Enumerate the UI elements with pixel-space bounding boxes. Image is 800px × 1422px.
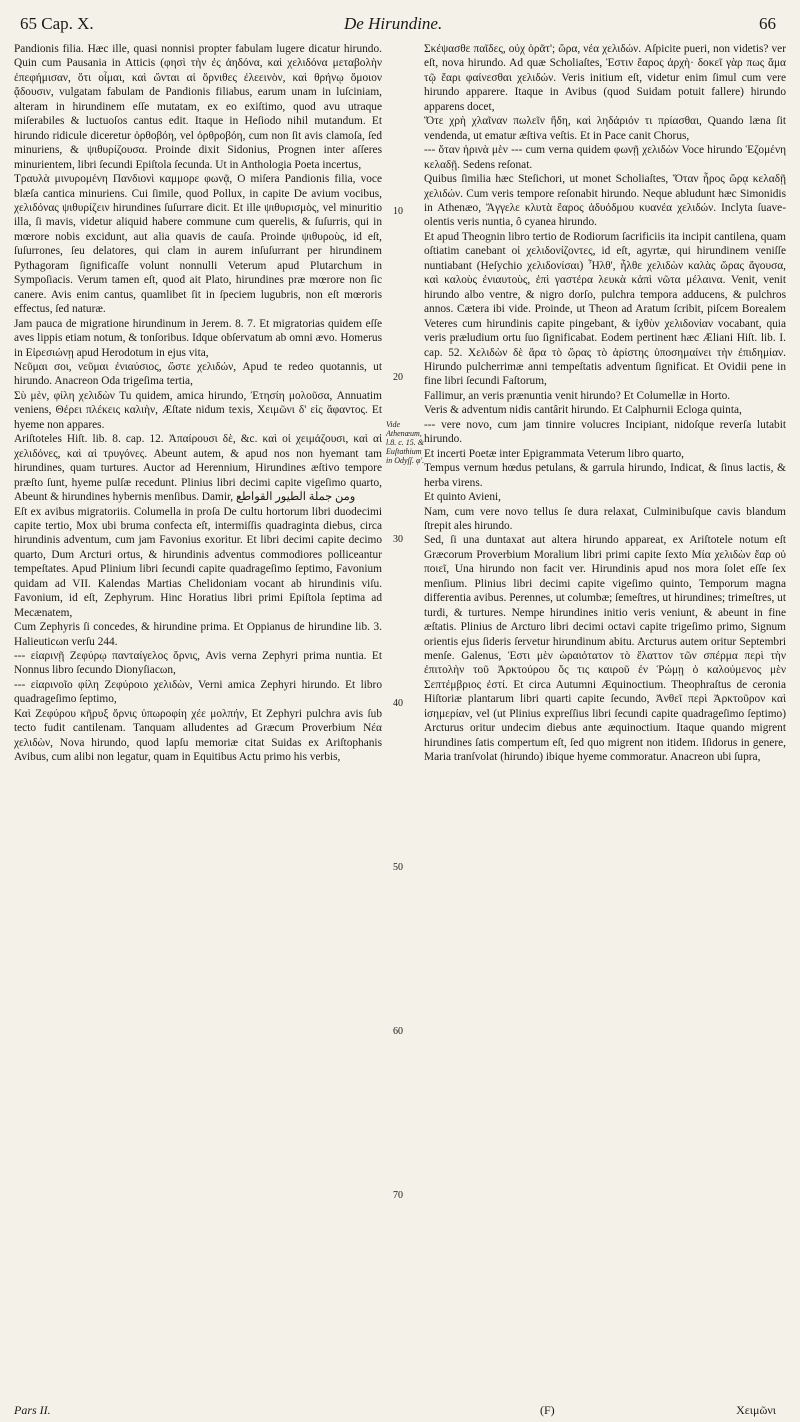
right-paragraph-9: Et incerti Poetæ inter Epigrammata Veterum libro quarto, (424, 447, 684, 460)
right-paragraph-1: Σκέψασθε παῖδες, οὐχ ὁρᾶτ'; ὥρα, νέα χελιδών. Aſpicite pueri, non videtis? ver eſt, nova hirundo. Ad quæ Scholiaſtes, Ἐστιν ἔαρος ἀρχὴ· δοκεῖ γὰρ πως ἅμα τῷ ἔαρι φαίνεσθαι χελιδών. Veris initium eſt, videtur enim ſimul cum vere hirundo apparere. Itaque in Avibus (quod Suidam potuit fallere) hirundo apparens docet, (424, 43, 786, 113)
right-paragraph-7: Veris & adventum nidis cantârit hirundo. Et Calphurnii Ecloga quinta, (424, 404, 742, 417)
signature-mark: Pars II. (14, 1403, 51, 1417)
left-paragraph-2: Τραυλὰ μινυρομένη Πανδιονὶ καμμορε φωνᾷ, O miſera Pandionis filia, voce blæſa cantica minuriens. Cui ſimile, quod Pollux, in capite De avium vocibus, χελιδόνας ψιθυρίζειν hirundines ſuſurrare dicit. Et ille ψιθυρισμὸς, vel minuritio illa, ſi mavis, videtur aliquid habere commune cum querelis, & ſuſurris, qui in mœrore nobis excidunt, aut alia quavis de cauſa. Proinde ψιθυροὺς, id eſt, ſuſurrones, ſeu delatores, qui clam in aurem inſuſurrant per hirundinem Pythagoram ſignificaſſe volunt nonnulli Veterum apud Plutarchum in Sympoſiacis. Verum tamen eſt, quod ait Plato, hirundines præ mœrore non ſic canere. Avis enim cantus, quamlibet ſit in ſpeciem lugubris, non eſt mœroris effectus, ſed naturæ. (14, 173, 382, 316)
gathering-mark: (F) (540, 1403, 555, 1417)
right-column (424, 42, 786, 1412)
header-folio: 66 (759, 14, 776, 33)
left-paragraph-5: Σὺ μὲν, φίλη χελιδὼν Tu quidem, amica hirundo, Ἐτησίη μολοῦσα, Annuatim veniens, Θέρει πλέκεις καλιὴν, Æſtate nidum texis, Χειμῶνι δ' εἰς ἄφαντος. Et hyeme non appares. (14, 389, 382, 431)
catchword: Χειμῶνι (736, 1403, 776, 1417)
line-number: 60 (393, 1026, 403, 1037)
right-paragraph-6: Fallimur, an veris prænuntia venit hirundo? Et Columellæ in Horto. (424, 389, 731, 402)
line-number: 30 (393, 534, 403, 545)
left-paragraph-6: Ariſtoteles Hiſt. lib. 8. cap. 12. Ἀπαίρουσι δὲ, &c. καὶ οἱ χειμάζουσι, καὶ αἱ χελιδόνες, καὶ αἱ τρυγόνες. Abeunt autem, & apud nos non hyemant tam hirundines, quam turtures. Auctor ad Herennium, Hirundines æſtivo tempore præſto ſunt, hyeme pulſæ recedunt. Plinius libri decimi capite vigeſimo quarto, Abeunt & hirundines hybernis menſibus. Damir, ومن جملة الطيور القواطع (14, 433, 382, 504)
right-paragraph-13: Sed, ſi una duntaxat aut altera hirundo appareat, ex Ariſtotele notum eſt Græcorum Proverbium Moralium libri primi capite ſexto Μία χελιδὼν ἔαρ οὐ ποιεῖ, Una hirundo non facit ver. Hirundinis apud nos mora ſolet eſſe ſex menſium. Plinius libri decimi capite vigeſimo quinto, Temporum magna differentia avibus. Perennes, ut columbæ; ſemeſtres, ut hirundines; trimeſtres, ut turdi, & turtures. Nempe hirundines initio veris veniunt, & abeunt in fine æſtatis. Plinius de Arcturo libri decimi octavi capite trigeſimo primo, Signum orientis ejus ſideris ſervetur hirundinum abitu. Arcturus autem oritur Septembri menſe. Galenus, Ἐστι μὲν ὡραιότατον τὸ ἔλαττον τῶν σπέρμα περὶ τὴν ἐπιτολὴν τοῦ Ἀρκτούρου ὅς τις καιροῦ ἐν Ῥώμῃ ὁ καλούμενος μὲν Σεπτέμβριος ἐστί. Et circa Autumni Æquinoctium. Theophraſtus de ceronia Hiſtoriæ plantarum libri quarti capite ſecundo, Ἀνθεῖ περὶ Ἀρκτοῦρον καὶ ἰσημερίαν, vel (ut Plinius expreſſius libri ſecundi capite quadrageſimo ſeptimo) Arcturus oritur undecim diebus ante æquinoctium. Itaque quando migrent hirundines ſatis compertum eſt, ſed quo migrent non itidem. Iſidorus in genere, Maria tranſvolat (hirundo) ibique hyeme commoratur. Anacreon ubi ſupra, (424, 534, 786, 764)
left-paragraph-7: Eſt ex avibus migratoriis. Columella in proſa De cultu hortorum libri duodecimi capite tertio, Mox ubi bruma confecta eſt, intermiſſis quadraginta diebus, circa hirundinis adventum, cum jam Favonius exoritur. Et libri decimi capite decimo quarto, Dum Arcturi ortus, & hirundinis adventus commodiores polliceantur tempeſtates. Apud Plinium libri ſecundi capite quadrageſimo ſeptimo, Favonium quidam ad VII. Kalendas Martias Chelidoniam vocant ab hirundinis viſu. Favonium, id eſt, Zephyrum. Hinc Horatius libri primi Epiſtola ſeptima ad Mecænatem, (14, 505, 382, 619)
line-number: 70 (393, 1190, 403, 1201)
right-paragraph-5: Et apud Theognin libro tertio de Rodiorum ſacrificiis ita incipit cantilena, quam oſtiatim canebant οἱ χελιδονίζοντες, id eſt, agyrtæ, qui hirundinem veniſſe nuntiabant (Heſychio χελιδονίσαι) Ἦλθ', ἦλθε χελιδὼν καλὰς ὥρας ἄγουσα, καὶ καλοὺς ἐνιαυτοὺς, ἐπὶ γαστέρα λευκὰ κἀπὶ νῶτα μέλαινα. Venit, venit hirundo albo ventre, & nigro dorſo, pulchra tempora adducens, & pulchros annos. Cætera ibi vide. Proinde, ut Theon ad Aratum ſcribit, piſcem Borealem Veteres cum hirundinis capite pingebant, & ἰχθὺν χελιδονίαν vocabant, quia veris præludium ortu ſuo ſignificabat. Eodem pertinent hæc Æliani Hiſt. lib. I. cap. 52. Χελιδὼν δὲ ἄρα τὸ ὥρας τὸ ἀρίστης ὑποσημαίνει τὴν ἐπιδημίαν. Hirundo pulcherrimæ anni tempeſtatis adventum ſignificat. Et Ovidii pene in fine libri ſecundi Faſtorum, (424, 230, 786, 388)
right-paragraph-4: Quibus ſimilia hæc Steſichori, ut monet Scholiaſtes, Ὅταν ἦρος ὥρᾳ κελαδῇ χελιδών. Cum veris tempore reſonabit hirundo. Neque abludunt hæc Simonidis in Athenæo, Ἄγγελε κλυτὰ ἔαρος ἁδυόδμου κυανέα χελιδών. Inclyta ſuave-olentis veris nuntia, ô cyanea hirundo. (424, 173, 786, 229)
line-number-gutter (388, 42, 420, 1412)
left-paragraph-8: Cum Zephyris ſi concedes, & hirundine prima. Et Oppianus de hirundine lib. 3. Halieuticωn verſu 244. (14, 621, 382, 648)
right-paragraph-11: Et quinto Avieni, (424, 491, 501, 504)
right-paragraph-3: --- ὅταν ἠρινὰ μὲν --- cum verna quidem φωνῇ χελιδὼν Voce hirundo Ἑζομένη κελαδῇ. Sedens reſonat. (424, 144, 786, 171)
left-column (14, 42, 382, 1412)
left-paragraph-1: Pandionis filia. Hæc ille, quasi nonnisi propter fabulam lugere dicatur hirundo. Quin cum Pausania in Atticis (φησὶ τὴν ἐς ἀηδόνα, καὶ χελιδόνα μεταβολὴν ἐπεφήμισαν, ὅτι οἶμαι, καὶ ὤνται αἱ ὄρνιθες ἐλεεινὸν, καὶ θρήνῳ ὅμοιον ᾄδουσιν, vulgatam fabulam de Pandionis filiabus, earum unam in luſciniam, alteram in hirundinem eſſe mutatam, ex eo exiſtimo, quod avu utraque miſerabiles & luctuoſos cantus edit. Itaque in Heſiodo nihil mutandum. Et hirundo ridicule diceretur ὀρθοβόη, vel ὀρθροβόη, cum non ſit avis clamoſa, ſed minuriens, & ψιθυρίζουσα. Proinde dixit Sidonius, Prognen inter aſſeres minurientem, libri ſecundi Epiſtola ſecunda. Ut in Anthologia Poeta incertus, (14, 43, 382, 171)
header-title: De Hirundine. (344, 14, 443, 33)
line-number: 20 (393, 372, 403, 383)
line-number: 50 (393, 862, 403, 873)
left-paragraph-11: Καὶ Ζεφύρου κῆρυξ ὄρνις ὑπωροφίη χέε μολπήν, Et Zephyri pulchra avis ſub tecto fudit cantilenam. Tanquam alludentes ad Græcum Proverbium Νέα χελιδὼν, Nova hirundo, quod lapſu memoriæ citat Suidas ex Ariſtophanis Avibus, cum alibi non legatur, quam in Equitibus Actu primo his verbis, (14, 707, 382, 764)
running-header (14, 8, 786, 38)
text-columns (14, 42, 786, 1412)
line-number: 10 (393, 206, 403, 217)
left-paragraph-3: Jam pauca de migratione hirundinum in Jerem. 8. 7. Et migratorias quidem eſſe aves lippis etiam notum, & tonſoribus. Idque obſervatum ab omni ævo. Homerus in Εἰρεσιώνῃ apud Herodotum in ejus vita, (14, 317, 382, 359)
right-paragraph-10: Tempus vernum hœdus petulans, & garrula hirundo, Indicat, & ſinus lactis, & herba virens. (424, 462, 786, 489)
right-paragraph-8: --- vere novo, cum jam tinnire volucres Incipiant, nidoſque reverſa lutabit hirundo. (424, 418, 786, 446)
left-paragraph-10: --- εἰαρινοῖο φίλη Ζεφύροιο χελιδὼν, Verni amica Zephyri hirundo. Et libro quadrageſimo ſeptimo, (14, 678, 382, 706)
margin-note: Vide Athenæum, l.8. c. 15. & Euſtathium in Odyſſ. φ'. (386, 420, 425, 465)
right-paragraph-2: Ὅτε χρὴ χλαῖναν πωλεῖν ἤδη, καὶ ληδάριόν τι πρίασθαι, Quando læna ſit vendenda, ut ematur æſtiva veſtis. Et in Pace canit Chorus, (424, 115, 786, 142)
left-paragraph-4: Νεῦμαι σοι, νεῦμαι ἐνιαύσιος, ὥστε χελιδών, Apud te redeo quotannis, ut hirundo. Anacreon Oda trigeſima tertia, (14, 360, 382, 388)
left-paragraph-9: --- εἰαρινῇ Ζεφύρῳ πανταίγελος ὄρνις, Avis verna Zephyri prima nuntia. Et Nonnus libro ſecundo Dionyſiacωn, (14, 650, 382, 677)
line-number: 40 (393, 698, 403, 709)
right-paragraph-12: Nam, cum vere novo tellus ſe dura relaxat, Culminibuſque cavis blandum ſtrepit ales hirundo. (424, 505, 786, 532)
header-page-chapter: 65 Cap. X. (20, 14, 94, 33)
